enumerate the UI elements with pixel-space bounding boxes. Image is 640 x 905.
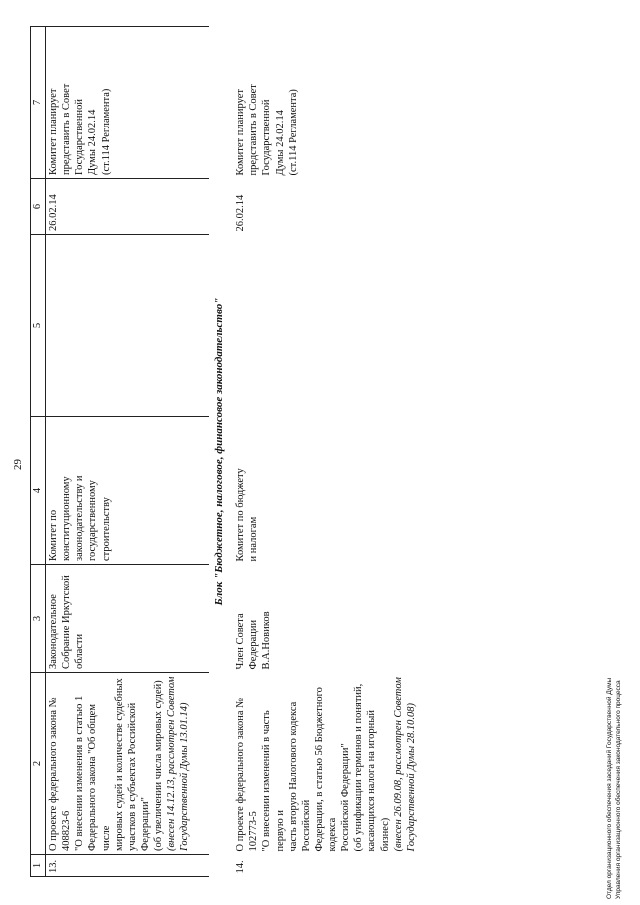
bill-title-line: касающихся налога на игорный бизнес) (366, 710, 391, 852)
status-line: (ст.114 Регламента) (100, 88, 112, 175)
bill-note-line: (внесен 14.12.13, рассмотрен Советом (166, 676, 178, 851)
committee-line: и налогам (248, 516, 260, 562)
bill-title-line: О проекте федерального закона № 408823-6 (48, 697, 73, 851)
bill-title-line: О проекте федерального закона № 102773-5 (235, 697, 260, 852)
committee-line: Комитет по (48, 509, 59, 561)
status-cell (233, 27, 419, 179)
committee-cell (46, 417, 210, 565)
row-number: 14. (235, 860, 247, 874)
bill-title-line: мировых судей и количестве судебных (113, 678, 125, 851)
bill-title-line: участков в субъектах Российской Федерации" (126, 702, 151, 851)
footer-line: Отдел организационного обеспечения заседаний Государственной Думы (606, 677, 613, 899)
author-line: Федерации (248, 619, 260, 670)
date-cell: 26.02.14 (46, 179, 210, 235)
column-header: 3 (31, 565, 46, 673)
status-line: Комитет планирует (235, 89, 247, 176)
column-header: 5 (31, 235, 46, 417)
committee-line: строительству (100, 497, 112, 561)
bill-title-line: (об унификации терминов и понятий, (353, 683, 365, 852)
column-header: 6 (31, 179, 46, 235)
status-line: Думы 24.02.14 (274, 110, 286, 176)
block-heading: Блок "Бюджетное, налоговое, финансовое законодательство" (213, 297, 226, 606)
committee-cell (233, 417, 419, 565)
column-header: 4 (31, 417, 46, 565)
bill-title-cell (46, 673, 210, 855)
author-line: Собрание Иркутской (61, 575, 73, 669)
bill-note-line: (внесен 26.09.08, рассмотрен Советом (392, 677, 404, 852)
footer (606, 678, 624, 899)
page-number: 29 (12, 459, 24, 470)
author-line: Законодательное (48, 594, 59, 669)
status-line: Государственной (74, 99, 86, 175)
author-line: Член Совета (235, 613, 247, 670)
block-heading-row (209, 27, 233, 877)
status-line: представить в Совет (61, 83, 73, 175)
column-5-cell (233, 235, 419, 417)
footer-line: Управления организационного обеспечения законодательного процесса (614, 680, 622, 899)
committee-line: Комитет по бюджету (235, 468, 247, 562)
bill-title-line: часть вторую Налогового кодекса Российской (287, 701, 312, 852)
column-header: 7 (31, 27, 46, 179)
bill-title-line: "О внесении изменений в часть первую и (261, 710, 286, 852)
status-cell (46, 27, 210, 179)
agenda-table (30, 26, 419, 877)
bill-note-line: Государственной Думы 13.01.14) (179, 702, 191, 851)
bill-title-line: Российской Федерации" (340, 743, 352, 852)
committee-line: конституционному (61, 476, 73, 561)
status-line: (ст.114 Регламента) (287, 89, 299, 176)
author-line: области (74, 633, 86, 669)
bill-title-line: Федерального закона "Об общем числе (87, 704, 112, 851)
column-number-row (31, 27, 46, 877)
author-cell (46, 565, 210, 673)
committee-line: государственному (87, 480, 99, 561)
column-5-cell (46, 235, 210, 417)
status-line: Комитет планирует (48, 88, 59, 175)
row-number: 13. (46, 855, 210, 877)
status-line: Государственной (261, 99, 273, 176)
bill-title-line: "О внесении изменения в статью 1 (74, 695, 86, 851)
column-header: 1 (31, 855, 46, 877)
table-row (46, 27, 210, 877)
table-row (233, 27, 419, 877)
bill-title-line: (об увеличении числа мировых судей) (153, 680, 164, 851)
author-cell (233, 565, 419, 673)
committee-line: законодательству и (74, 475, 86, 561)
bill-note-line: Государственной Думы 28.10.08) (405, 703, 417, 852)
status-line: Думы 24.02.14 (87, 109, 99, 175)
bill-title-line: Федерации, в статью 56 Бюджетного кодекса (313, 687, 338, 852)
bill-title-cell (233, 673, 419, 855)
author-line: В.А.Новиков (261, 611, 273, 670)
column-header: 2 (31, 673, 46, 855)
date-cell: 26.02.14 (235, 194, 247, 232)
status-line: представить в Совет (248, 84, 260, 176)
